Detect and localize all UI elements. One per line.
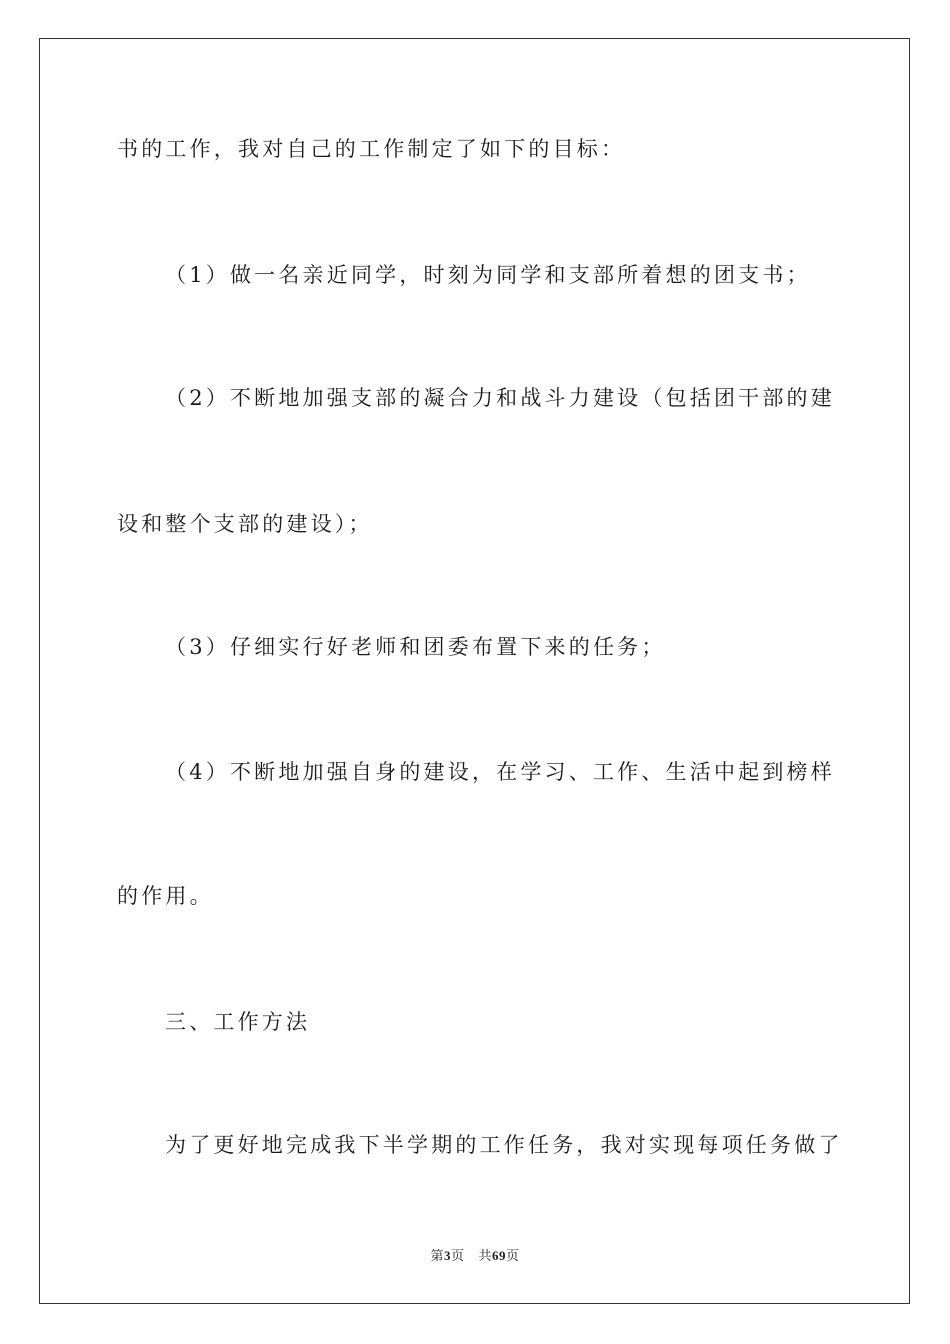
paragraph-line: 为了更好地完成我下半学期的工作任务，我对实现每项任务做了 [165, 1133, 843, 1157]
section-heading: 三、工作方法 [165, 1010, 311, 1034]
page-number: 3 [444, 1248, 452, 1263]
list-item-3: （3）仔细实行好老师和团委布置下来的任务； [165, 635, 666, 659]
total-prefix: 共 [478, 1249, 492, 1264]
page-border [39, 38, 910, 1304]
paragraph-line: 书的工作，我对自己的工作制定了如下的目标： [117, 137, 626, 161]
page-prefix: 第 [430, 1249, 445, 1264]
total-pages: 69 [491, 1248, 506, 1263]
list-item-1: （1）做一名亲近同学，时刻为同学和支部所着想的团支书； [165, 263, 811, 287]
list-item-4: （4）不断地加强自身的建设，在学习、工作、生活中起到榜样 [165, 760, 835, 784]
total-suffix: 页 [505, 1249, 520, 1264]
page-footer [0, 1247, 950, 1266]
list-item-2: （2）不断地加强支部的凝合力和战斗力建设（包括团干部的建 [165, 386, 835, 410]
page-suffix: 页 [451, 1249, 465, 1264]
list-item-2-continued: 设和整个支部的建设）； [117, 512, 373, 536]
list-item-4-continued: 的作用。 [117, 884, 214, 908]
